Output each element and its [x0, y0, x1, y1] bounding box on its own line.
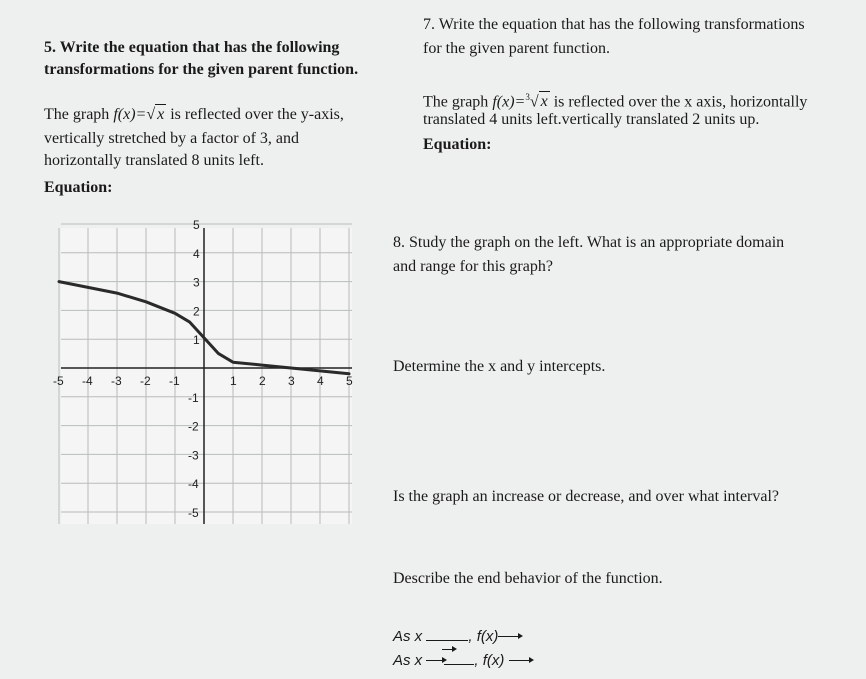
- p5-equation-label: Equation:: [44, 179, 113, 196]
- p8-intercepts-question: Determine the x and y intercepts.: [393, 358, 606, 375]
- y-tick-label: -1: [188, 390, 199, 405]
- p7-root-symbol: √: [529, 93, 539, 111]
- x-limit-blank-2[interactable]: [444, 664, 474, 665]
- p8-question-line1: 8. Study the graph on the left. What is an appropriate domain: [393, 234, 785, 251]
- graph-background: [61, 228, 352, 524]
- as-x-label-2: As x: [393, 652, 423, 669]
- x-tick-label: 2: [259, 374, 266, 388]
- y-tick-label: 5: [193, 218, 200, 232]
- as-x-label-1: As x: [393, 628, 423, 645]
- p5-instruction-line2: transformations for the given parent function.: [44, 61, 359, 78]
- p7-root-index: 3: [525, 92, 530, 102]
- p7-description-line1: [423, 88, 807, 111]
- end-behavior-row2: As x , f(x): [393, 651, 531, 670]
- p5-description-rest: is reflected over the y-axis,: [170, 106, 344, 123]
- arrow-icon: [498, 636, 520, 637]
- fx-label-1: f(x): [476, 628, 499, 645]
- p8-end-behavior-question: Describe the end behavior of the function.: [393, 570, 663, 587]
- p7-graph-prefix: The graph: [423, 93, 489, 111]
- p5-function: f(x)=: [113, 106, 147, 123]
- function-graph: [53, 218, 356, 524]
- arrow-icon: [442, 649, 454, 650]
- end-behavior-row1: As x , f(x): [393, 627, 520, 646]
- p5-description-line1: [44, 104, 344, 124]
- x-tick-label: 4: [317, 374, 324, 388]
- arrow-icon: [509, 660, 531, 661]
- y-tick-label: 2: [193, 304, 200, 319]
- x-tick-label: -2: [140, 374, 151, 388]
- x-tick-label: -4: [82, 374, 93, 388]
- y-tick-label: -3: [188, 448, 199, 463]
- arrow-icon: [426, 660, 444, 661]
- p5-description-line3: horizontally translated 8 units left.: [44, 152, 264, 169]
- p7-description-rest: is reflected over the x axis, horizontally: [553, 93, 808, 111]
- x-tick-label: -1: [169, 374, 180, 388]
- x-tick-label: -5: [53, 374, 64, 388]
- x-tick-label: -3: [111, 374, 122, 388]
- y-tick-label: 1: [193, 333, 200, 348]
- x-limit-blank-1[interactable]: [426, 640, 468, 641]
- p5-instruction-line1: 5. Write the equation that has the following: [44, 39, 340, 56]
- x-tick-label: 3: [288, 374, 295, 388]
- p7-radicand: x: [540, 93, 548, 111]
- y-tick-label: 4: [193, 246, 200, 261]
- p7-equation-label: Equation:: [423, 136, 492, 153]
- y-tick-label: -4: [188, 477, 199, 492]
- p5-radicand: x: [157, 106, 165, 123]
- p8-increase-question: Is the graph an increase or decrease, and over what interval?: [393, 488, 780, 505]
- p5-sqrt-symbol: √: [146, 106, 156, 123]
- fx-label-2: f(x): [482, 652, 505, 669]
- p7-instruction-line2: for the given parent function.: [423, 40, 611, 57]
- p8-question-line2: and range for this graph?: [393, 258, 553, 275]
- p5-graph-prefix: The graph: [44, 106, 110, 123]
- y-tick-label: 3: [193, 275, 200, 290]
- p7-function: f(x)=: [492, 93, 526, 111]
- x-tick-label: 1: [230, 374, 237, 388]
- p7-instruction-line1: 7. Write the equation that has the following transformations: [423, 16, 805, 33]
- p5-description-line2: vertically stretched by a factor of 3, and: [44, 130, 299, 147]
- y-tick-label: -5: [188, 506, 199, 520]
- x-tick-label: 5: [346, 374, 353, 388]
- y-tick-label: -2: [188, 419, 199, 434]
- p7-description-line2: translated 4 units left.vertically translated 2 units up.: [423, 111, 760, 128]
